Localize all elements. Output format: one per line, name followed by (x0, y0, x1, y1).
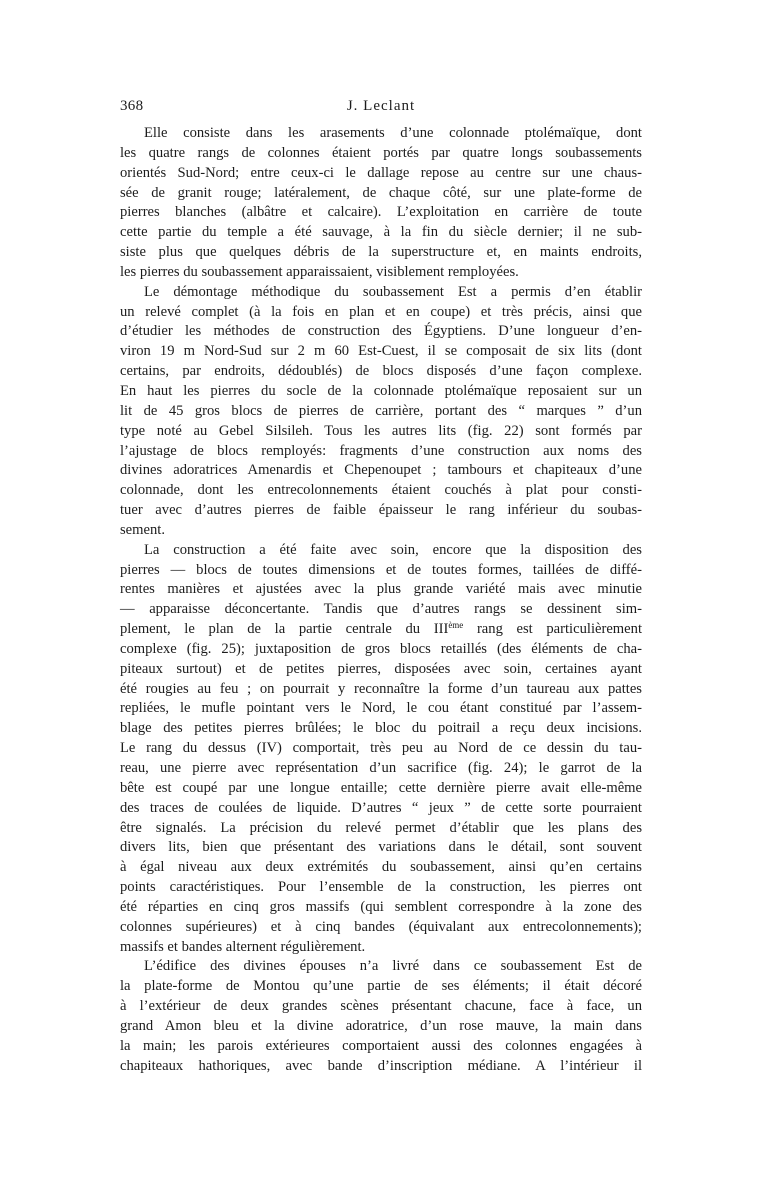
text-line: massifs et bandes alternent régulièrement. (120, 938, 366, 955)
text-line: rentes manières et ajustées avec la plus grande variété mais avec minutie (120, 581, 642, 598)
text-line: siste plus que quelques débris de la superstructure et, en maints endroits, (120, 244, 642, 261)
paragraph-1 (120, 124, 642, 283)
text-line: colonnade, dont les entrecolonnements étaient couchés à plat pour consti- (120, 482, 642, 499)
text-line: points caractéristiques. Pour l’ensemble de la construction, les pierres ont (120, 879, 642, 896)
text-line: repliées, le mufle pointant vers le Nord, le cou étant constitué par l’assem- (120, 700, 642, 717)
page-header (120, 98, 642, 120)
text-line: la plate-forme de Montou qu’une partie de ses éléments; il était décoré (120, 978, 642, 995)
paragraph-2 (120, 283, 642, 541)
text-line: à égal niveau aux deux extrémités du soubassement, ainsi qu’en certains (120, 859, 642, 876)
text-segment: rang est particulièrement (463, 621, 642, 638)
text-line: été réparties en cinq gros massifs (qui semblent correspondre à la zone des (120, 898, 642, 915)
superscript: ème (448, 620, 464, 631)
text-line: colonnes supérieures) et à cinq bandes (équivalant aux entrecolonnements); (120, 918, 642, 935)
text-line: les pierres du soubassement apparaissaient, visiblement remployées. (120, 263, 519, 280)
text-segment: plement, le plan de la partie centrale du III (120, 621, 449, 638)
text-line: type noté au Gebel Silsileh. Tous les autres lits (fig. 22) sont formés par (120, 422, 642, 439)
text-line: La construction a été faite avec soin, encore que la disposition des (144, 541, 642, 558)
text-line: bête est coupé par une longue entaille; cette dernière pierre avait elle-même (120, 779, 642, 796)
text-line: chapiteaux hathoriques, avec bande d’inscription médiane. A l’intérieur il (120, 1057, 642, 1074)
text-line: lit de 45 gros blocs de pierres de carrière, portant des “ marques ” d’un (120, 402, 642, 419)
text-line: l’ajustage de blocs remployés: fragments d’une construction aux noms des (120, 442, 642, 459)
text-line: complexe (fig. 25); juxtaposition de gros blocs retaillés (des éléments de cha- (120, 640, 642, 657)
text-line: les quatre rangs de colonnes étaient portés par quatre longs soubassements (120, 144, 642, 161)
body-text (120, 124, 642, 1077)
text-line: blage des petites pierres brûlées; le bloc du poitrail a reçu deux incisions. (120, 720, 642, 737)
text-line: un relevé complet (à la fois en plan et en coupe) et très précis, ainsi que (120, 303, 642, 320)
page-number: 368 (120, 98, 144, 114)
text-line: L’édifice des divines épouses n’a livré dans ce soubassement Est de (144, 958, 642, 975)
text-line: pierres — blocs de toutes dimensions et de toutes formes, taillées de diffé- (120, 561, 642, 578)
text-line: piteaux surtout) et de petites pierres, disposées avec soin, certaines ayant (120, 660, 642, 677)
text-line: divines adoratrices Amenardis et Chepenoupet ; tambours et chapiteaux d’une (120, 462, 642, 479)
text-line: sement. (120, 521, 165, 538)
text-line: tuer avec d’autres pierres de faible épaisseur le rang inférieur du soubas- (120, 502, 642, 519)
text-line: certains, par endroits, dédoublés) de blocs disposés d’une façon complexe. (120, 363, 642, 380)
text-line: été rougies au feu ; on pourrait y reconnaître la forme d’un taureau aux pattes (120, 680, 642, 697)
text-line: des traces de coulées de liquide. D’autres “ jeux ” de cette sorte pourraient (120, 799, 642, 816)
text-line: sée de granit rouge; latéralement, de chaque côté, sur une plate-forme de (120, 184, 642, 201)
running-head: J. Leclant (346, 98, 416, 114)
text-line: reau, une pierre avec représentation d’un sacrifice (fig. 24); le garrot de la (120, 760, 642, 776)
text-line: grand Amon bleu et la divine adoratrice, d’un rose mauve, la main dans (120, 1017, 642, 1034)
text-line: la main; les parois extérieures comportaient aussi des colonnes engagées à (120, 1037, 642, 1054)
text-line: être signalés. La précision du relevé permet d’établir que les plans des (120, 819, 642, 836)
text-line: à l’extérieur de deux grandes scènes présentant chacune, face à face, un (120, 998, 642, 1015)
text-line: viron 19 m Nord-Sud sur 2 m 60 Est-Cuest, il se composait de six lits (dont (120, 343, 642, 360)
text-line: Elle consiste dans les arasements d’une colonnade ptolémaïque, dont (144, 125, 642, 141)
text-line: Le démontage méthodique du soubassement Est a permis d’en établir (144, 283, 642, 300)
text-line: Le rang du dessus (IV) comportait, très peu au Nord de ce dessin du tau- (120, 740, 642, 757)
text-line: orientés Sud-Nord; entre ceux-ci le dallage repose au centre sur une chaus- (120, 164, 642, 181)
text-line: d’étudier les méthodes de construction des Égyptiens. D’une longueur d’en- (120, 323, 642, 340)
paragraph-4 (120, 957, 642, 1076)
text-line: En haut les pierres du socle de la colonnade ptolémaïque reposaient sur un (120, 382, 642, 399)
text-line: — apparaisse déconcertante. Tandis que d’autres rangs se dessinent sim- (120, 601, 642, 618)
text-line: divers lits, bien que présentant des variations dans le détail, sont souvent (120, 839, 642, 856)
text-line-with-superscript (120, 620, 642, 640)
paragraph-3 (120, 541, 642, 958)
text-line: pierres blanches (albâtre et calcaire). L’exploitation en carrière de toute (120, 204, 642, 221)
text-line: cette partie du temple a été sauvage, à la fin du siècle dernier; il ne sub- (120, 224, 642, 241)
